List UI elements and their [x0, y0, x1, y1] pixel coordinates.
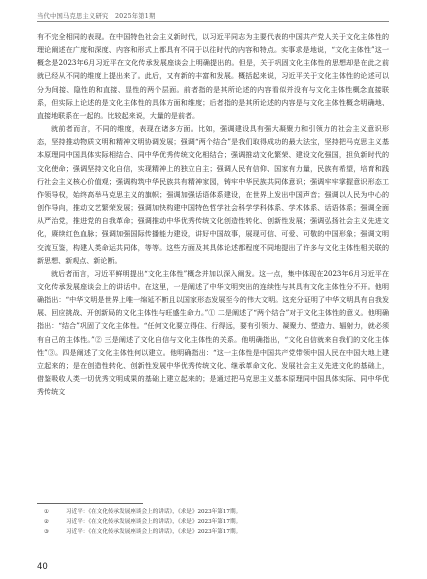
- footnote-divider: [37, 503, 143, 504]
- footnote-text: 习近平：《在文化传承发展座谈会上的讲话》，《求是》2023年第17期。: [66, 509, 242, 515]
- footnotes: [44, 507, 384, 537]
- paragraph: 有不完全相同的表现。在中国特色社会主义新时代，以习近平同志为主要代表的中国共产党人关于文化主体性的理论阐述在广度和深度、内容和形式上都具有不同于以往时代的内容和特点。实事求是地说，“文化主体性”这一概念是2023年6月习近平在文化传承发展座谈会上明确提出的。但是，关于巩固文化主体性的思想却是在此之前就已经从不同的维度上提出来了。此后，又有新的丰富和发展。概括起来说，习近平关于文化主体性的论述可以分为间接、隐性的和直接、显性的两个层面。前者指的是其所论述的内容看似并没有与文化主体性概念直接联系，但实际上论述的是文化主体性的具体方面和维度；后者指的是其所论述的内容是与文化主体性概念明确地、直接地联系在一起的。比较起来说，大量的是前者。: [37, 32, 389, 120]
- footnote: [44, 527, 384, 537]
- footnote-text: 习近平：《在文化传承发展座谈会上的讲话》，《求是》2023年第17期。: [66, 529, 242, 535]
- footnote-text: 习近平：《在文化传承发展座谈会上的讲话》，《求是》2023年第17期。: [66, 519, 242, 525]
- paragraph: 就后者而言，习近平鲜明提出“文化主体性”概念并加以深入阐发。这一点，集中体现在2023年6月习近平在文化传承发展座谈会上的讲话中。在这里，一是阐述了中华文明突出的连续性与其具有文化主体性分不开。他明确指出：“中华文明是世界上唯一绵延不断且以国家形态发展至今的伟大文明。这充分证明了中华文明具有自我发展、回应挑战、开创新局的文化主体性与旺盛生命力。”① 二是阐述了“两个结合”对于文化主体性的意义。他明确指出：“结合”巩固了文化主体性。“任何文化要立得住、行得远，要有引领力、凝聚力、塑造力、辐射力，就必须有自己的主体性。”② 三是阐述了文化自信与文化主体性的关系。他明确指出，“文化自信就来自我们的文化主体性”③。四是阐述了文化主体性何以建立。他明确指出：“这一主体性是中国共产党带领中国人民在中国大地上建立起来的；是在创造性转化、创新性发展中华优秀传统文化、继承革命文化、发展社会主义先进文化的基础上，借鉴吸收人类一切优秀文明成果的基础上建立起来的；是通过把马克思主义基本原理同中国具体实际、同中华优秀传统文: [37, 268, 389, 397]
- footnote: [44, 517, 384, 527]
- running-header: 当代中国马克思主义研究 2025年第1期: [37, 13, 156, 20]
- article-body: [37, 30, 389, 398]
- footnote-marker: ③: [44, 529, 50, 535]
- footnote-marker: ①: [44, 509, 50, 515]
- page-number: 40: [37, 562, 48, 572]
- footnote-marker: ②: [44, 519, 50, 525]
- footnote: [44, 507, 384, 517]
- paragraph: 就前者而言，不同的维度，表现在诸多方面。比如，强调建设具有强大凝聚力和引领力的社会主义意识形态，坚持推动物质文明和精神文明协调发展；强调“两个结合”是我们取得成功的最大法宝，坚持把马克思主义基本原理同中国具体实际相结合、同中华优秀传统文化相结合；强调推动文化繁荣、建设文化强国，担负新时代的文化使命；强调坚持文化自信，实现精神上的独立自主；强调人民有信仰、国家有力量，民族有希望，培育和践行社会主义核心价值观；强调构筑中华民族共有精神家园，铸牢中华民族共同体意识；强调牢牢掌握意识形态工作领导权，始终高举马克思主义的旗帜；强调加强话语体系建设，在世界上发出中国声音；强调以人民为中心的创作导向，推动文艺繁荣发展；强调加快构建中国特色哲学社会科学学科体系、学术体系、话语体系；强调全面从严治党，推进党的自我革命；强调推动中华优秀传统文化创造性转化、创新性发展；强调弘扬社会主义先进文化，赓续红色血脉；强调加强国际传播能力建设，讲好中国故事，展现可信、可爱、可敬的中国形象；强调文明交流互鉴，构建人类命运共同体，等等。这些方面及其具体论述都程度不同地提出了许多与文化主体性相关联的新思想、新观点、新论断。: [37, 124, 389, 265]
- header-divider: [37, 21, 389, 22]
